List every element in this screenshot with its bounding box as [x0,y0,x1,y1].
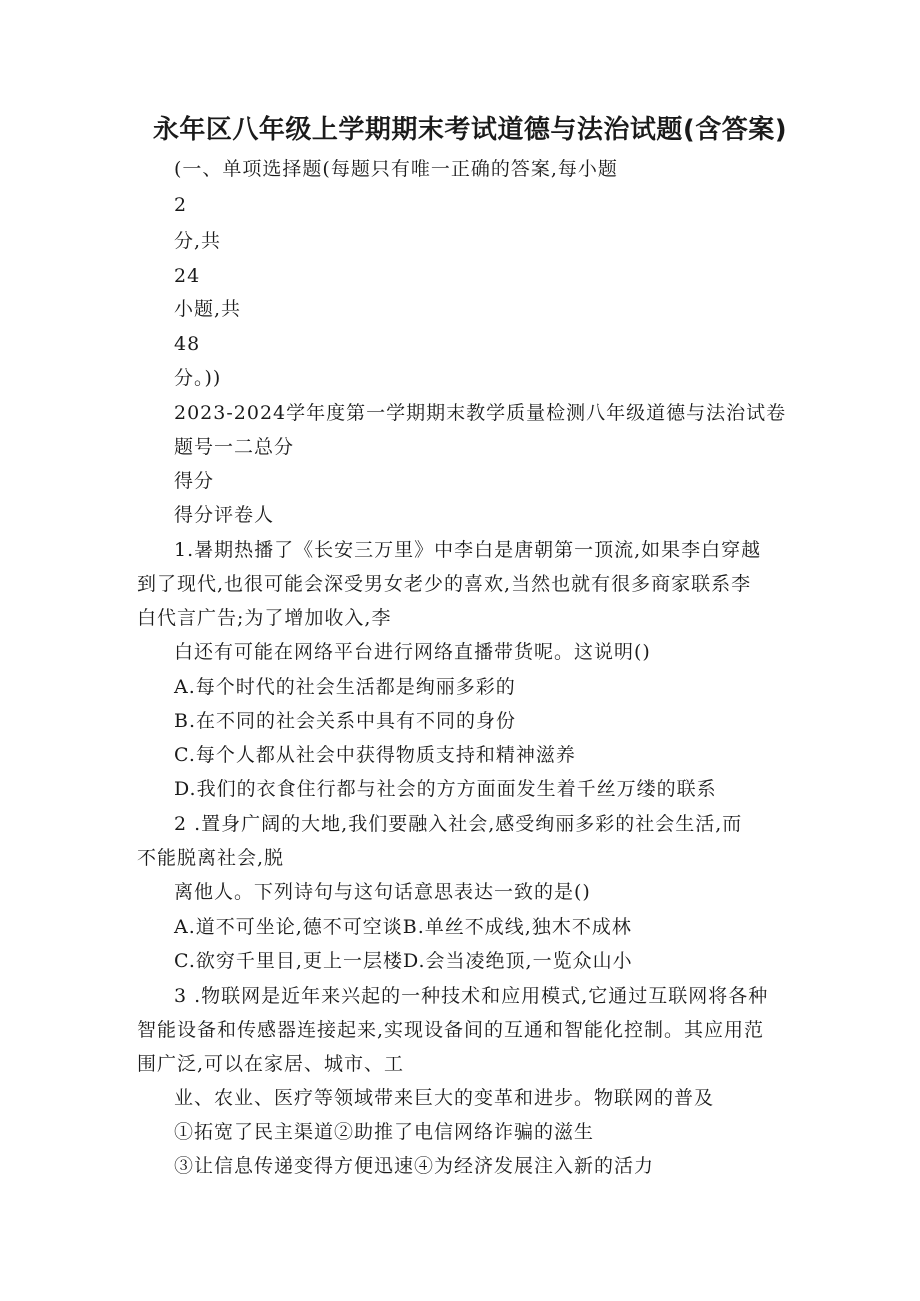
section-heading: (一、单项选择题(每题只有唯一正确的答案,每小题 [174,158,618,180]
exam-header: 2023-2024学年度第一学期期末教学质量检测八年级道德与法治试卷 [174,402,787,424]
statements-3-4: ③让信息传递变得方便迅速④为经济发展注入新的活力 [174,1155,655,1177]
grader-label: 得分评卷人 [174,504,275,526]
question-3: 3 .物联网是近年来兴起的一种技术和应用模式,它通过互联网将各种 [174,985,769,1007]
option-a: A.每个时代的社会生活都是绚丽多彩的 [174,676,516,698]
text-line: 2 [174,194,188,216]
question-1-cont: 到了现代,也很可能会深受男女老少的喜欢,当然也就有很多商家联系李 [137,573,752,595]
question-2-stem: 离他人。下列诗句与这句话意思表达一致的是() [174,881,591,903]
question-2-cont: 不能脱离社会,脱 [137,847,285,869]
question-2: 2 .置身广阔的大地,我们要融入社会,感受绚丽多彩的社会生活,而 [174,813,743,835]
question-3-cont: 智能设备和传感器连接起来,实现设备间的互通和智能化控制。其应用范 [137,1019,765,1041]
question-3-stem: 业、农业、医疗等领域带来巨大的变革和进步。物联网的普及 [174,1087,715,1109]
text-line: 小题,共 [174,298,242,320]
score-label: 得分 [174,470,215,492]
statements-1-2: ①拓宽了民主渠道②助推了电信网络诈骗的滋生 [174,1121,595,1143]
question-1: 1.暑期热播了《长安三万里》中李白是唐朝第一顶流,如果李白穿越 [174,539,762,561]
text-line: 24 [174,265,201,287]
option-b: B.在不同的社会关系中具有不同的身份 [174,710,517,732]
score-table-header: 题号一二总分 [174,436,295,458]
text-line: 48 [174,333,201,355]
question-1-cont: 白代言广告;为了增加收入,李 [137,607,392,629]
text-line: 分。)) [174,367,222,389]
document-title: 永年区八年级上学期期末考试道德与法治试题(含答案) [152,115,788,145]
options-cd: C.欲穷千里目,更上一层楼D.会当凌绝顶,一览众山小 [174,950,633,972]
option-c: C.每个人都从社会中获得物质支持和精神滋养 [174,744,576,766]
option-d: D.我们的衣食住行都与社会的方方面面发生着千丝万缕的联系 [174,778,717,800]
options-ab: A.道不可坐论,德不可空谈B.单丝不成线,独木不成林 [174,916,632,938]
text-line: 分,共 [174,230,222,252]
question-3-cont: 围广泛,可以在家居、城市、工 [137,1053,405,1075]
question-1-stem: 白还有可能在网络平台进行网络直播带货呢。这说明() [174,641,651,663]
